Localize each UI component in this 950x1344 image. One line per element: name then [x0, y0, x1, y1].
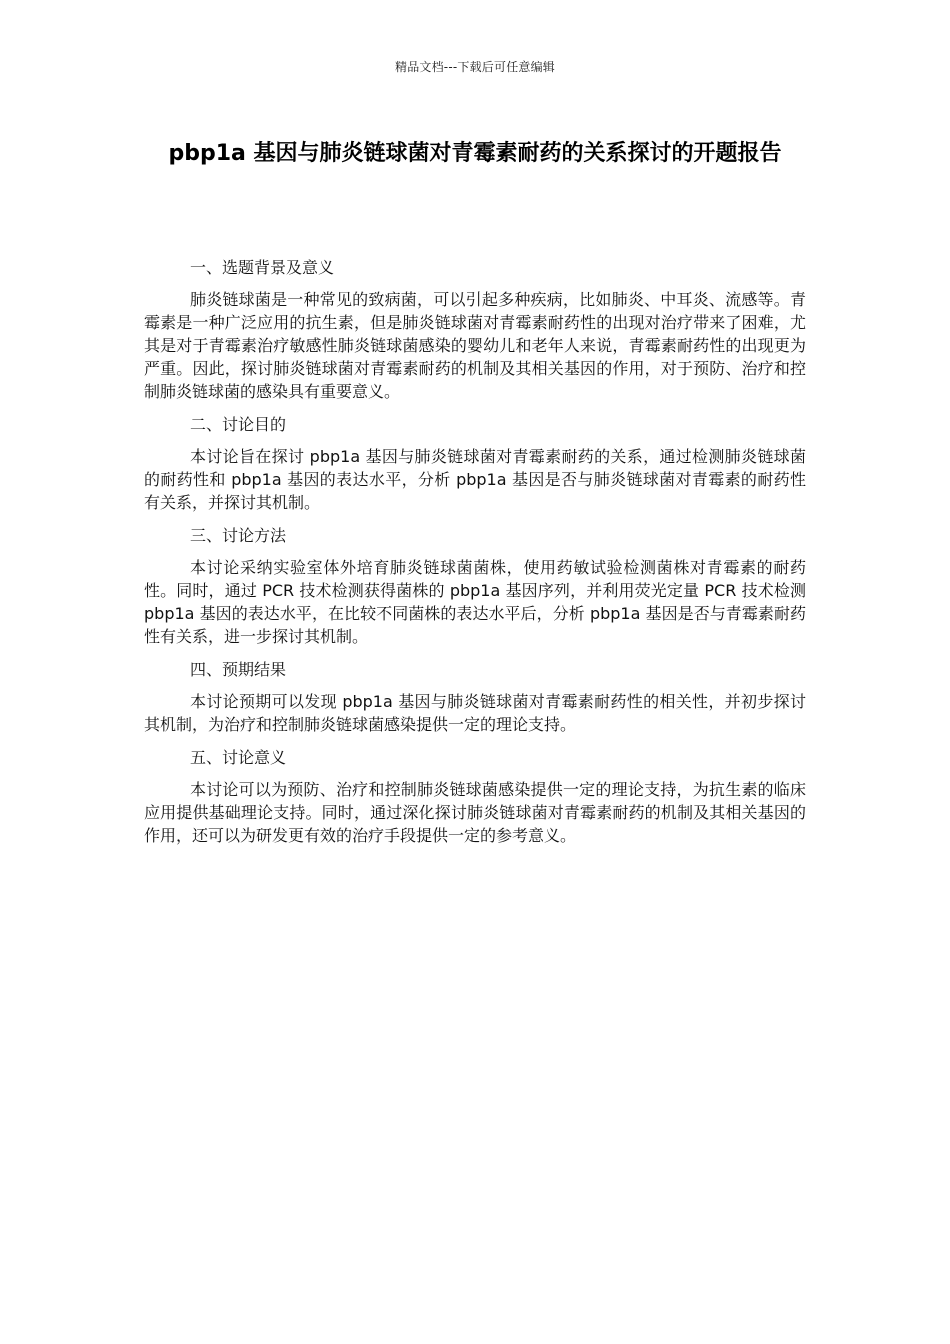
section-heading-background: 一、选题背景及意义 — [190, 258, 335, 277]
section-paragraph-background: 肺炎链球菌是一种常见的致病菌，可以引起多种疾病，比如肺炎、中耳炎、流感等。青霉素是一种广泛应用的抗生素，但是肺炎链球菌对青霉素耐药性的出现对治疗带来了困难，尤其是对于青霉素治疗敏感性肺炎链球菌感染的婴幼儿和老年人来说，青霉素耐药性的出现更为严重。因此，探讨肺炎链球菌对青霉素耐药的机制及其相关基因的作用，对于预防、治疗和控制肺炎链球菌的感染具有重要意义。 — [144, 290, 806, 401]
section-paragraph-significance: 本讨论可以为预防、治疗和控制肺炎链球菌感染提供一定的理论支持，为抗生素的临床应用提供基础理论支持。同时，通过深化探讨肺炎链球菌对青霉素耐药的机制及其相关基因的作用，还可以为研发更有效的治疗手段提供一定的参考意义。 — [144, 780, 806, 845]
section-paragraph-expected-results: 本讨论预期可以发现 pbp1a 基因与肺炎链球菌对青霉素耐药性的相关性，并初步探讨其机制，为治疗和控制肺炎链球菌感染提供一定的理论支持。 — [144, 692, 806, 734]
section-paragraph-methods: 本讨论采纳实验室体外培育肺炎链球菌菌株，使用药敏试验检测菌株对青霉素的耐药性。同时，通过 PCR 技术检测获得菌株的 pbp1a 基因序列，并利用荧光定量 PCR 技术检测 pbp1a 基因的表达水平，在比较不同菌株的表达水平后，分析 pbp1a 基因是否与青霉素耐药性有关系，进一步探讨其机制。 — [144, 558, 806, 646]
document-title: pbp1a 基因与肺炎链球菌对青霉素耐药的关系探讨的开题报告 — [168, 141, 782, 166]
header-note: 精品文档---下载后可任意编辑 — [395, 60, 555, 74]
section-heading-methods: 三、讨论方法 — [190, 526, 287, 545]
document-body — [144, 256, 806, 857]
section-heading-purpose: 二、讨论目的 — [190, 415, 287, 434]
section-heading-significance: 五、讨论意义 — [190, 748, 287, 767]
section-paragraph-purpose: 本讨论旨在探讨 pbp1a 基因与肺炎链球菌对青霉素耐药的关系，通过检测肺炎链球菌的耐药性和 pbp1a 基因的表达水平，分析 pbp1a 基因是否与肺炎链球菌对青霉素的耐药性有关系，并探讨其机制。 — [144, 447, 806, 512]
section-heading-expected-results: 四、预期结果 — [190, 660, 287, 679]
